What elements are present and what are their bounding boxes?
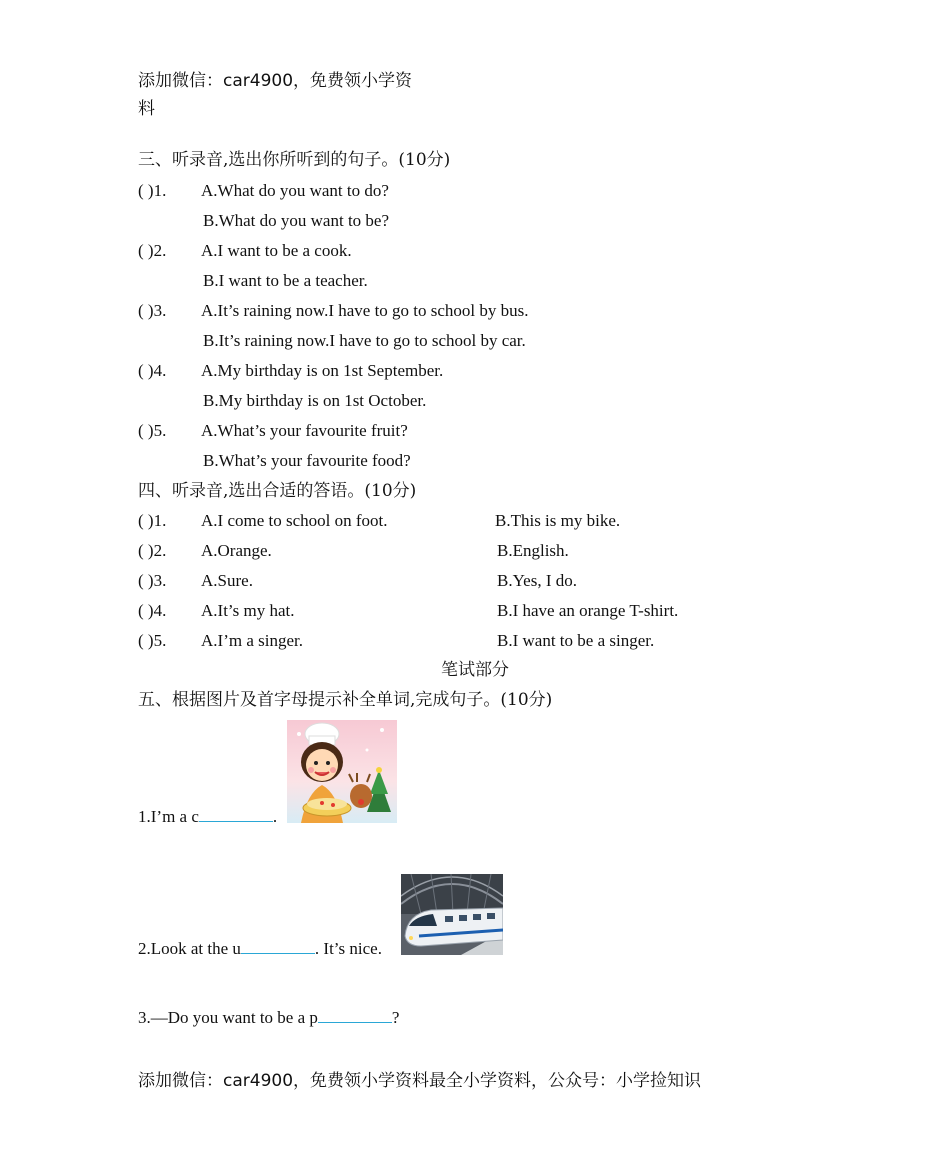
question-1 [138, 806, 277, 828]
item-number: ( )3. [138, 301, 167, 320]
answer-blank[interactable] [318, 1008, 392, 1023]
header-wechat-line2: 料 [138, 99, 155, 119]
item-number: ( )1. [138, 181, 167, 200]
option-a: A.My birthday is on 1st September. [201, 361, 444, 380]
question-1-end: . [272, 807, 278, 826]
written-part-heading: 笔试部分 [441, 660, 509, 680]
section5-title: 五、根据图片及首字母提示补全单词,完成句子。(10分) [138, 690, 553, 710]
header-wechat-line1: 添加微信：car4900，免费领小学资 [138, 71, 413, 91]
option-a: A.It’s my hat. [201, 601, 295, 620]
question-3-end: ? [391, 1008, 400, 1027]
option-a: A.Orange. [201, 541, 272, 560]
question-1-text: 1.I’m a c [138, 807, 199, 826]
option-a: A.What’s your favourite fruit? [201, 421, 408, 440]
option-b: B.What’s your favourite food? [203, 451, 411, 470]
option-b: B.My birthday is on 1st October. [203, 391, 427, 410]
option-a: A.Sure. [201, 571, 253, 590]
question-3 [138, 1007, 399, 1029]
answer-blank[interactable] [199, 807, 273, 822]
option-a: A.I want to be a cook. [201, 241, 352, 260]
answer-blank[interactable] [241, 939, 315, 954]
option-b: B.Yes, I do. [497, 571, 577, 590]
cook-picture [287, 720, 397, 823]
option-b: B.I have an orange T-shirt. [497, 601, 679, 620]
item-number: ( )5. [138, 421, 167, 440]
option-b: B.This is my bike. [495, 511, 621, 530]
section4-title: 四、听录音,选出合适的答语。(10分) [138, 481, 417, 501]
option-a: A.What do you want to do? [201, 181, 389, 200]
question-2 [138, 938, 382, 960]
train-picture [401, 874, 503, 955]
item-number: ( )4. [138, 361, 167, 380]
item-number: ( )3. [138, 571, 167, 590]
section3-title: 三、听录音,选出你所听到的句子。(10分) [138, 150, 451, 170]
option-b: B.I want to be a teacher. [203, 271, 368, 290]
option-a: A.I come to school on foot. [201, 511, 388, 530]
option-b: B.I want to be a singer. [497, 631, 655, 650]
item-number: ( )2. [138, 541, 167, 560]
item-number: ( )2. [138, 241, 167, 260]
option-b: B.English. [497, 541, 569, 560]
option-a: A.I’m a singer. [201, 631, 303, 650]
option-b: B.It’s raining now.I have to go to school by car. [203, 331, 526, 350]
item-number: ( )5. [138, 631, 167, 650]
question-3-text: 3.—Do you want to be a p [138, 1008, 318, 1027]
item-number: ( )4. [138, 601, 167, 620]
footer-wechat: 添加微信：car4900，免费领小学资料最全小学资料，公众号：小学捡知识 [138, 1071, 702, 1091]
item-number: ( )1. [138, 511, 167, 530]
option-a: A.It’s raining now.I have to go to school by bus. [201, 301, 529, 320]
question-2-text: 2.Look at the u [138, 939, 241, 958]
question-2-end: . It’s nice. [314, 939, 382, 958]
option-b: B.What do you want to be? [203, 211, 390, 230]
